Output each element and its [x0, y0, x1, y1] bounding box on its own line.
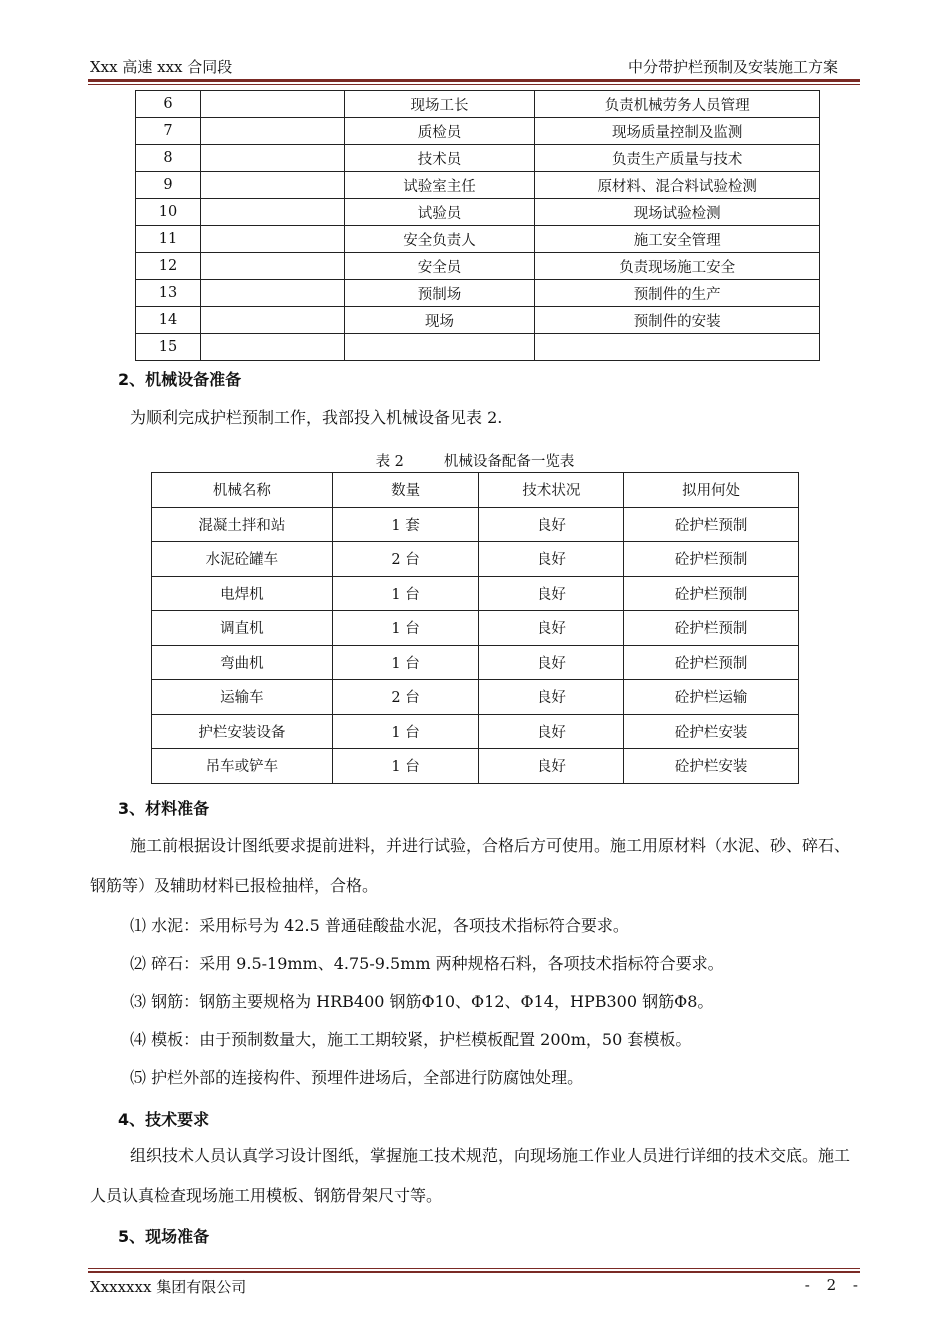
table-cell: 试验员 — [344, 199, 535, 226]
table-cell: 1 套 — [332, 507, 479, 542]
table-cell: 混凝土拌和站 — [152, 507, 333, 542]
section-5-heading: 5、现场准备 — [118, 1227, 210, 1246]
table-cell: 试验室主任 — [344, 172, 535, 199]
footer-company: Xxxxxxx 集团有限公司 — [90, 1278, 247, 1296]
table-cell: 良好 — [479, 645, 624, 680]
table-cell: 调直机 — [152, 611, 333, 646]
section-3-heading: 3、材料准备 — [118, 799, 210, 818]
table-cell: 10 — [136, 199, 201, 226]
table-cell: 2 台 — [332, 680, 479, 715]
table-cell: 良好 — [479, 749, 624, 784]
table-row — [136, 307, 820, 334]
table-cell — [200, 172, 344, 199]
table-cell: 砼护栏预制 — [624, 542, 799, 577]
table-cell: 砼护栏预制 — [624, 645, 799, 680]
table-cell: 12 — [136, 253, 201, 280]
header-rule-thin — [88, 84, 860, 85]
table-row — [152, 507, 799, 542]
table-cell: 质检员 — [344, 118, 535, 145]
footer-rule-thick — [88, 1271, 860, 1273]
table-cell: 良好 — [479, 611, 624, 646]
table-row — [152, 576, 799, 611]
column-header: 机械名称 — [152, 473, 333, 508]
table-cell: 砼护栏安装 — [624, 714, 799, 749]
table-header-row — [152, 473, 799, 508]
column-header: 拟用何处 — [624, 473, 799, 508]
table-cell: 砼护栏预制 — [624, 576, 799, 611]
equipment-table — [151, 472, 799, 784]
table-cell: 现场工长 — [344, 91, 535, 118]
column-header: 技术状况 — [479, 473, 624, 508]
table-cell: 预制件的安装 — [535, 307, 820, 334]
table-2-caption — [0, 450, 950, 471]
table-row — [152, 611, 799, 646]
table-cell: 良好 — [479, 542, 624, 577]
table-cell: 运输车 — [152, 680, 333, 715]
section-2-paragraph: 为顺利完成护栏预制工作，我部投入机械设备见表 2. — [130, 408, 503, 427]
table-cell: 1 台 — [332, 749, 479, 784]
table-row — [136, 172, 820, 199]
caption-title: 机械设备配备一览表 — [443, 454, 575, 470]
table-cell: 预制场 — [344, 280, 535, 307]
material-item-5: ⑸ 护栏外部的连接构件、预埋件进场后，全部进行防腐蚀处理。 — [130, 1068, 584, 1087]
table-row — [152, 680, 799, 715]
table-row — [152, 542, 799, 577]
table-cell: 预制件的生产 — [535, 280, 820, 307]
header-rule — [88, 79, 860, 82]
table-cell — [344, 334, 535, 361]
table-cell: 8 — [136, 145, 201, 172]
table-cell: 砼护栏运输 — [624, 680, 799, 715]
section-4-paragraph: 组织技术人员认真学习设计图纸，掌握施工技术规范，向现场施工作业人员进行详细的技术交底。施工人员认真检查现场施工用模板、钢筋骨架尺寸等。 — [90, 1146, 851, 1205]
table-cell: 砼护栏预制 — [624, 507, 799, 542]
table-cell: 良好 — [479, 507, 624, 542]
table-cell: 6 — [136, 91, 201, 118]
table-row — [136, 145, 820, 172]
table-cell: 15 — [136, 334, 201, 361]
table-cell: 水泥砼罐车 — [152, 542, 333, 577]
header-right-text: 中分带护栏预制及安装施工方案 — [627, 58, 838, 76]
table-cell — [535, 334, 820, 361]
section-2-heading: 2、机械设备准备 — [118, 370, 242, 389]
table-cell: 安全负责人 — [344, 226, 535, 253]
table-cell: 2 台 — [332, 542, 479, 577]
table-cell: 护栏安装设备 — [152, 714, 333, 749]
material-item-2: ⑵ 碎石：采用 9.5-19mm、4.75-9.5mm 两种规格石料，各项技术指标符合要求。 — [130, 954, 724, 973]
material-item-4: ⑷ 模板：由于预制数量大，施工工期较紧，护栏模板配置 200m，50 套模板。 — [130, 1030, 692, 1049]
material-item-1: ⑴ 水泥：采用标号为 42.5 普通硅酸盐水泥，各项技术指标符合要求。 — [130, 916, 629, 935]
table-cell: 良好 — [479, 576, 624, 611]
table-cell — [200, 145, 344, 172]
table-cell — [200, 118, 344, 145]
table-cell — [200, 307, 344, 334]
table-cell: 1 台 — [332, 714, 479, 749]
table-cell: 良好 — [479, 714, 624, 749]
table-cell — [200, 199, 344, 226]
header-left-text: Xxx 高速 xxx 合同段 — [90, 58, 233, 76]
table-cell: 14 — [136, 307, 201, 334]
table-cell: 现场质量控制及监测 — [535, 118, 820, 145]
table-cell: 13 — [136, 280, 201, 307]
table-row — [152, 714, 799, 749]
table-row — [136, 118, 820, 145]
table-cell: 1 台 — [332, 611, 479, 646]
table-cell — [200, 226, 344, 253]
table-cell: 安全员 — [344, 253, 535, 280]
table-cell: 良好 — [479, 680, 624, 715]
table-row — [152, 749, 799, 784]
staff-table — [135, 90, 820, 361]
table-cell: 7 — [136, 118, 201, 145]
caption-label: 表 2 — [375, 454, 404, 470]
table-cell — [200, 253, 344, 280]
table-cell: 电焊机 — [152, 576, 333, 611]
table-cell: 负责机械劳务人员管理 — [535, 91, 820, 118]
table-cell — [200, 91, 344, 118]
table-cell — [200, 334, 344, 361]
table-row — [136, 334, 820, 361]
footer-rule — [88, 1268, 860, 1269]
table-cell: 施工安全管理 — [535, 226, 820, 253]
table-row — [136, 91, 820, 118]
table-cell: 砼护栏预制 — [624, 611, 799, 646]
section-4-heading: 4、技术要求 — [118, 1110, 210, 1129]
table-cell: 1 台 — [332, 645, 479, 680]
table-cell: 技术员 — [344, 145, 535, 172]
column-header: 数量 — [332, 473, 479, 508]
table-cell: 现场 — [344, 307, 535, 334]
table-row — [136, 253, 820, 280]
section-3-intro: 施工前根据设计图纸要求提前进料，并进行试验，合格后方可使用。施工用原材料（水泥、砂、碎石、钢筋等）及辅助材料已报检抽样，合格。 — [90, 836, 851, 895]
table-row — [152, 645, 799, 680]
table-cell: 吊车或铲车 — [152, 749, 333, 784]
table-row — [136, 226, 820, 253]
table-cell — [200, 280, 344, 307]
table-cell: 负责现场施工安全 — [535, 253, 820, 280]
table-cell: 砼护栏安装 — [624, 749, 799, 784]
table-row — [136, 199, 820, 226]
table-row — [136, 280, 820, 307]
table-cell: 现场试验检测 — [535, 199, 820, 226]
page-number: - 2 - — [804, 1276, 864, 1294]
table-cell: 弯曲机 — [152, 645, 333, 680]
table-cell: 1 台 — [332, 576, 479, 611]
table-cell: 9 — [136, 172, 201, 199]
table-cell: 负责生产质量与技术 — [535, 145, 820, 172]
table-cell: 11 — [136, 226, 201, 253]
table-cell: 原材料、混合料试验检测 — [535, 172, 820, 199]
material-item-3: ⑶ 钢筋：钢筋主要规格为 HRB400 钢筋Φ10、Φ12、Φ14，HPB300 钢筋Φ8。 — [130, 992, 714, 1011]
